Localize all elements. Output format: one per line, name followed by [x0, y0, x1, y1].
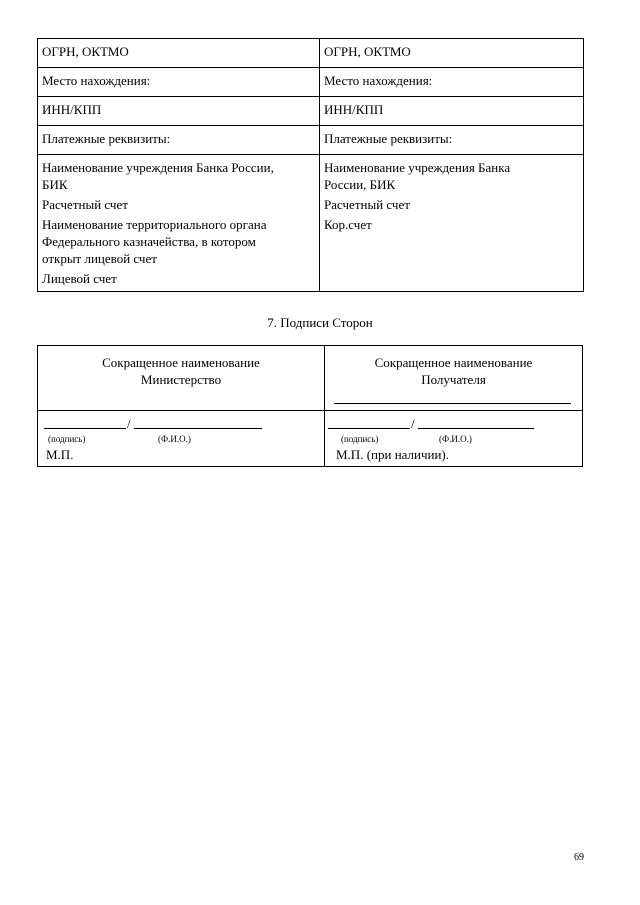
page-number: 69: [574, 852, 584, 863]
table-row: [38, 68, 584, 97]
bank-details-left: [38, 155, 320, 292]
bank-line: БИК: [42, 177, 68, 192]
table-row: [38, 39, 584, 68]
recipient-name-header: [325, 354, 582, 388]
bank-line: Расчетный счет: [324, 197, 410, 212]
stamp-label: М.П.: [46, 447, 74, 462]
location-left: Место нахождения:: [38, 68, 320, 97]
fio-caption: (Ф.И.О.): [439, 434, 472, 444]
header-line: Министерство: [140, 372, 222, 387]
separator-slash: /: [127, 416, 131, 431]
bank-line: России, БИК: [324, 177, 396, 192]
bank-line: Наименование территориального органа: [42, 217, 267, 232]
payment-details-left: Платежные реквизиты:: [38, 126, 320, 155]
bank-line: Наименование учреждения Банка России,: [42, 160, 274, 175]
payment-details-right: Платежные реквизиты:: [320, 126, 584, 155]
header-line: Сокращенное наименование: [102, 355, 260, 370]
fio-caption: (Ф.И.О.): [158, 434, 191, 444]
fio-underline: [418, 428, 534, 429]
row-divider: [38, 410, 582, 411]
fio-underline: [134, 428, 262, 429]
bank-line: Наименование учреждения Банка: [324, 160, 511, 175]
table-row: [38, 126, 584, 155]
signature-caption: (подпись): [341, 434, 379, 444]
signature-caption: (подпись): [48, 434, 86, 444]
table-row: [38, 97, 584, 126]
inn-kpp-right: ИНН/КПП: [320, 97, 584, 126]
signatures-table: [37, 345, 583, 467]
bank-line: Федерального казначейства, в котором: [42, 234, 256, 249]
table-row: [38, 155, 584, 292]
bank-line: открыт лицевой счет: [42, 251, 157, 266]
bank-line: Расчетный счет: [42, 197, 128, 212]
signature-underline: [44, 428, 126, 429]
ogrn-oktmo-left: ОГРН, ОКТМО: [38, 39, 320, 68]
header-line: Получателя: [421, 372, 486, 387]
bank-details-right: [320, 155, 584, 292]
recipient-name-underline: [334, 403, 571, 404]
separator-slash: /: [411, 416, 415, 431]
bank-line: Лицевой счет: [42, 271, 117, 286]
signature-underline: [328, 428, 410, 429]
bank-line: Кор.счет: [324, 217, 372, 232]
ministry-name-header: [38, 354, 324, 388]
inn-kpp-left: ИНН/КПП: [38, 97, 320, 126]
header-line: Сокращенное наименование: [374, 355, 533, 370]
location-right: Место нахождения:: [320, 68, 584, 97]
stamp-label: М.П. (при наличии).: [336, 447, 450, 462]
ogrn-oktmo-right: ОГРН, ОКТМО: [320, 39, 584, 68]
requisites-table: [37, 38, 584, 292]
section-heading: 7. Подписи Сторон: [267, 315, 373, 330]
